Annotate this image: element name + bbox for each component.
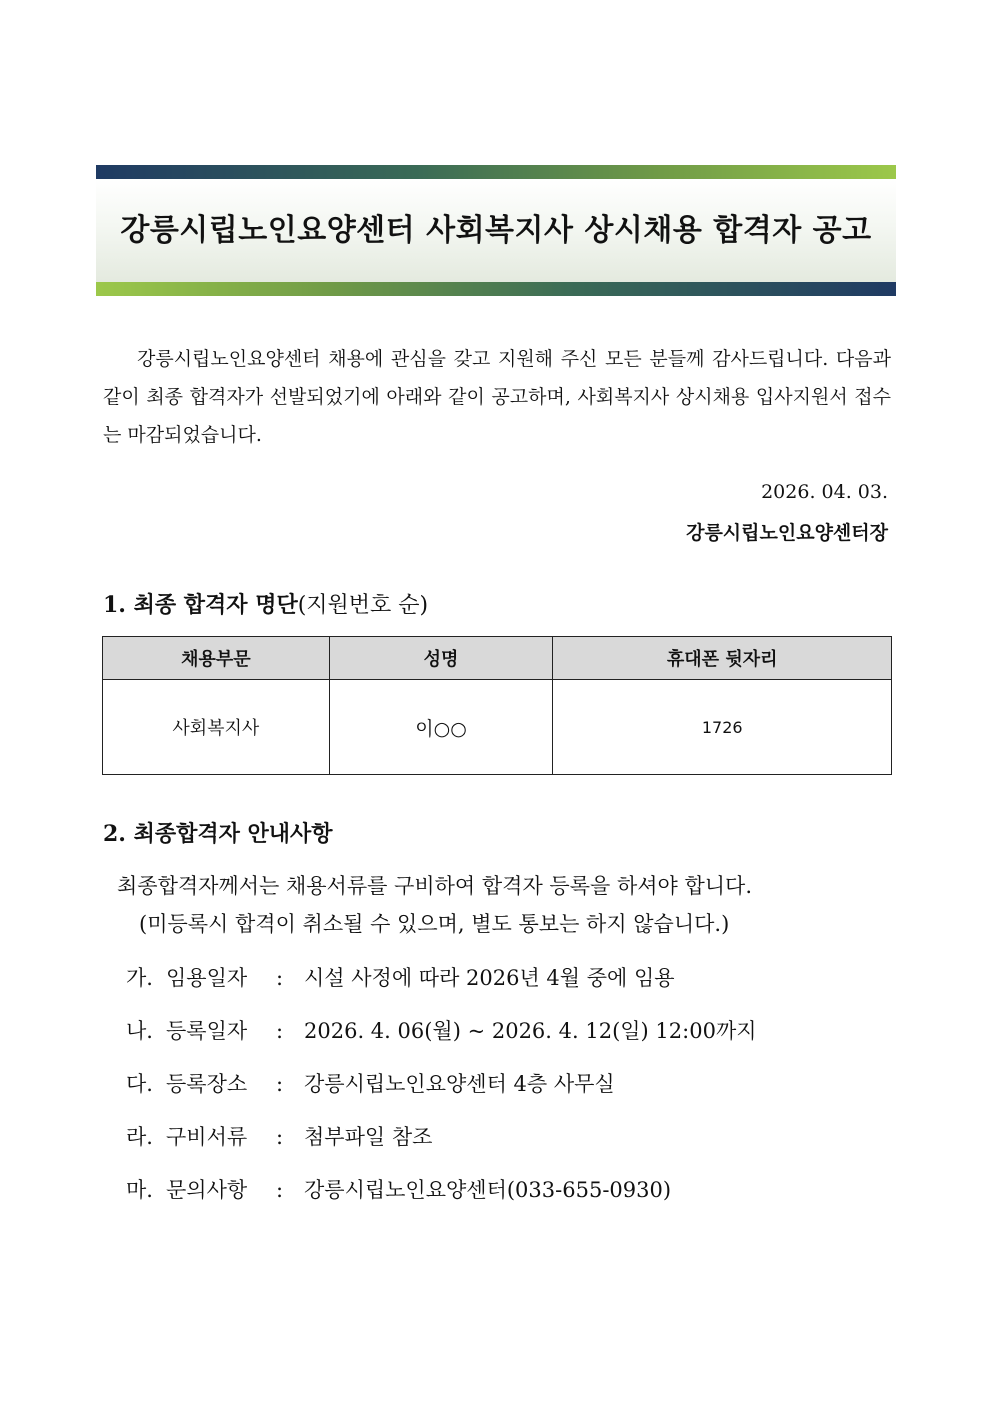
title-banner — [96, 165, 896, 296]
list-item — [126, 1062, 757, 1115]
result-table — [102, 636, 892, 775]
banner-top-bar — [96, 165, 896, 179]
item-key: 다. — [126, 1072, 153, 1096]
section-1-title-bold: 1. 최종 합격자 명단 — [103, 592, 298, 618]
item-label: 등록일자 — [166, 1019, 248, 1043]
item-separator: : — [276, 1072, 284, 1096]
section-1-title — [103, 588, 428, 619]
item-value: 강릉시립노인요양센터(033-655-0930) — [304, 1178, 672, 1202]
item-value: 첨부파일 참조 — [304, 1125, 433, 1149]
item-separator: : — [276, 1125, 284, 1149]
page-title: 강릉시립노인요양센터 사회복지사 상시채용 합격자 공고 — [120, 213, 872, 248]
signer: 강릉시립노인요양센터장 — [686, 522, 888, 544]
section-2-title-text: 2. 최종합격자 안내사항 — [103, 821, 333, 847]
list-item — [126, 956, 757, 1009]
notice-line-1: 최종합격자께서는 채용서류를 구비하여 합격자 등록을 하셔야 합니다. — [117, 874, 753, 898]
list-item — [126, 1115, 757, 1168]
item-label: 등록장소 — [166, 1072, 248, 1096]
header-phone: 휴대폰 뒷자리 — [553, 637, 892, 680]
intro-paragraph — [103, 340, 891, 454]
item-label: 구비서류 — [166, 1125, 248, 1149]
info-list — [126, 956, 757, 1221]
item-separator: : — [276, 1019, 284, 1043]
header-name: 성명 — [329, 637, 553, 680]
cell-dept: 사회복지사 — [103, 680, 330, 775]
item-key: 나. — [126, 1019, 153, 1043]
cell-name: 이○○ — [329, 680, 553, 775]
section-1-title-rest: (지원번호 순) — [297, 593, 429, 618]
item-value: 2026. 4. 06(월) ~ 2026. 4. 12(일) 12:00까지 — [304, 1019, 757, 1043]
notice-block — [103, 867, 892, 943]
cell-phone: 1726 — [553, 680, 892, 775]
item-separator: : — [276, 966, 284, 990]
list-item — [126, 1009, 757, 1062]
item-value: 시설 사정에 따라 2026년 4월 중에 임용 — [304, 966, 675, 990]
intro-text: 강릉시립노인요양센터 채용에 관심을 갖고 지원해 주신 모든 분들께 감사드립니다. 다음과 같이 최종 합격자가 선발되었기에 아래와 같이 공고하며, 사회복지사 상시채용 입사지원서 접수는 마감되었습니다. — [103, 348, 891, 446]
item-key: 라. — [126, 1125, 153, 1149]
item-label: 임용일자 — [166, 966, 248, 990]
item-key: 가. — [126, 966, 153, 990]
list-item — [126, 1168, 757, 1221]
item-separator: : — [276, 1178, 284, 1202]
notice-line-2: (미등록시 합격이 취소될 수 있으며, 별도 통보는 하지 않습니다.) — [139, 912, 730, 936]
section-2-title — [103, 817, 333, 848]
item-key: 마. — [126, 1178, 153, 1202]
item-value: 강릉시립노인요양센터 4층 사무실 — [304, 1072, 615, 1096]
table-row — [103, 680, 892, 775]
table-header-row — [103, 637, 892, 680]
notice-date: 2026. 04. 03. — [761, 481, 888, 503]
banner-bottom-bar — [96, 282, 896, 296]
header-dept: 채용부문 — [103, 637, 330, 680]
item-label: 문의사항 — [166, 1178, 248, 1202]
